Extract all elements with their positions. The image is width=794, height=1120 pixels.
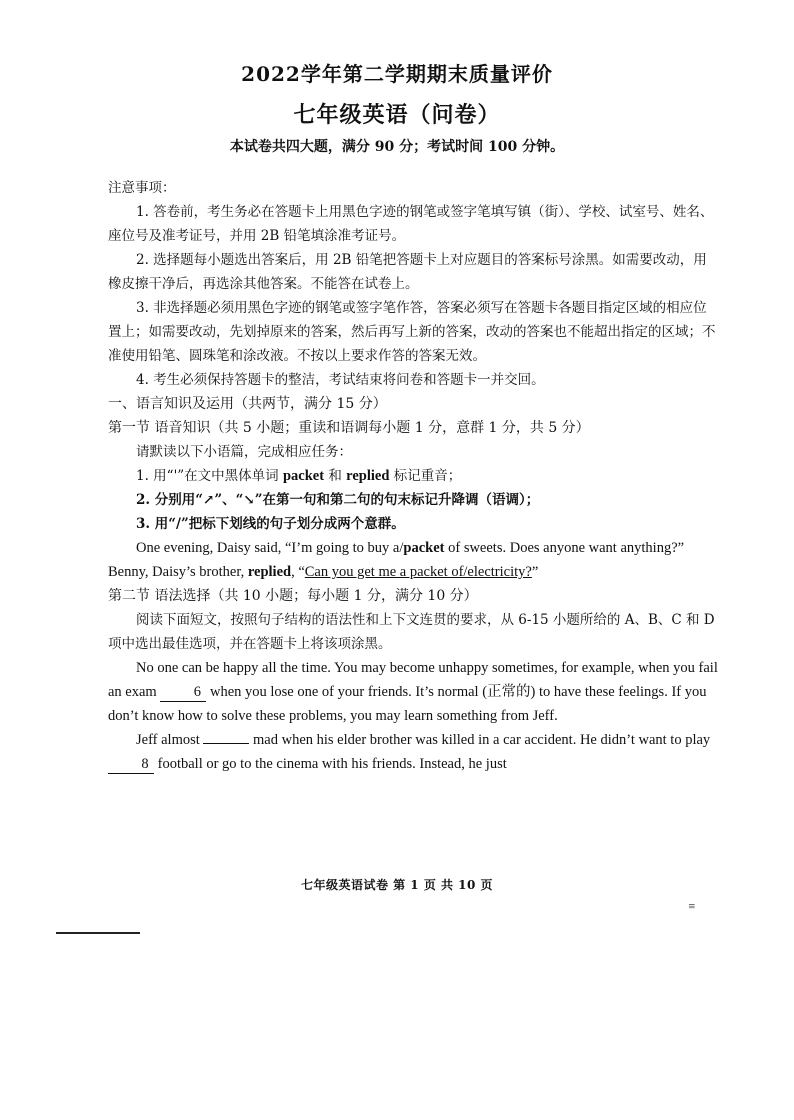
paragraph-1-text-a: No one can be happy all the time. You may become unhappy sometimes, for example, when you fail an exam [108,660,718,700]
passage-text-c: , “ [291,564,305,580]
exam-subject-title: 七年级英语（问卷） [293,102,501,128]
notice-item-1: 1. 答卷前，考生务必在答题卡上用黑色字迹的钢笔或签字笔填写镇（街）、学校、试室号、姓名、座位号及准考证号，并用 2B 铅笔填涂准考证号。 [108,204,714,244]
notice-item-4: 4. 考生必须保持答题卡的整洁，考试结束将问卷和答题卡一并交回。 [136,372,545,388]
task-1-word-replied: replied [346,468,390,484]
paragraph-2-text-a: Jeff almost [136,732,204,748]
exam-info: 本试卷共四大题，满分 90 分；考试时间 100 分钟。 [229,139,565,155]
notice-item-2: 2. 选择题每小题选出答案后，用 2B 铅笔把答题卡上对应题目的答案标号涂黑。如需要改动，用橡皮擦干净后，再选涂其他答案。不能答在试卷上。 [108,252,707,292]
section1-instruction: 请默读以下小语篇，完成相应任务： [136,444,352,460]
passage-text-b: of sweets. Does anyone want anything?” Benny, Daisy’s brother, [108,540,685,580]
blank-6: 6 [160,683,206,702]
grammar-paragraph-1 [108,656,720,728]
section1-heading: 第一节 语音知识（共 5 小题；重读和语调每小题 1 分，意群 1 分，共 5 分） [108,420,590,436]
task-2: 2. 分别用“↗”、“↘”在第一句和第二句的句末标记升降调（语调）； [136,492,540,508]
task-1-text-b: 标记重音； [393,468,462,484]
passage-text-a: One evening, Daisy said, “I’m going to buy a/ [136,540,404,556]
part1-heading: 一、语言知识及运用（共两节，满分 15 分） [108,396,387,412]
paragraph-2-text-b: mad when his elder brother was killed in a car accident. He didn’t want to play [249,732,711,748]
paragraph-1-text-b: when you lose one of your friends. It’s normal (正常的) to have these feelings. If you don’t know how to solve these problems, you may learn something from Jeff. [108,684,707,724]
task-1-and: 和 [328,468,342,484]
task-3-text-a: 3. 用“/”把标下划线的句子划分成 [136,516,338,532]
scan-mark: ≡ [688,902,696,912]
exam-title: 2022学年第二学期期末质量评价 [241,62,553,86]
passage-text-d: ” [531,564,539,580]
notice-item-3: 3. 非选择题必须用黑色字迹的钢笔或签字笔作答，答案必须写在答题卡各题目指定区域的相应位置上；如需要改动，先划掉原来的答案，然后再写上新的答案，改动的答案也不能超出指定的区域；不准使用铅笔、圆珠笔和涂改液。不按以上要求作答的答案无效。 [108,300,716,364]
blank-8: 8 [108,755,154,774]
task-1 [108,464,720,488]
grammar-paragraph-2 [108,728,720,776]
notice-heading: 注意事项： [108,180,176,196]
section2-instruction: 阅读下面短文，按照句子结构的语法性和上下文连贯的要求，从 6-15 小题所给的 A、B、C 和 D 项中选出最佳选项，并在答题卡上将该项涂黑。 [108,612,715,652]
paragraph-2-text-c: football or go to the cinema with his friends. Instead, he just [154,756,507,772]
task-3 [108,512,720,536]
section2-heading: 第二节 语法选择（共 10 小题；每小题 1 分，满分 10 分） [108,588,478,604]
passage-underlined-sentence: Can you get me a packet of/electricity? [304,564,532,580]
scan-dash-line [56,932,140,934]
phonetics-passage [108,536,720,584]
exam-body [108,176,720,776]
passage-word-replied: replied [247,564,292,580]
task-1-word-packet: packet [282,468,325,484]
blank-7 [203,743,249,744]
task-1-text-a: 1. 用“'”在文中黑体单词 [136,468,279,484]
passage-word-packet: packet [403,540,445,556]
task-3-text-b: 两个意群。 [337,516,405,532]
page-footer: 七年级英语试卷 第 1 页 共 10 页 [300,878,494,892]
